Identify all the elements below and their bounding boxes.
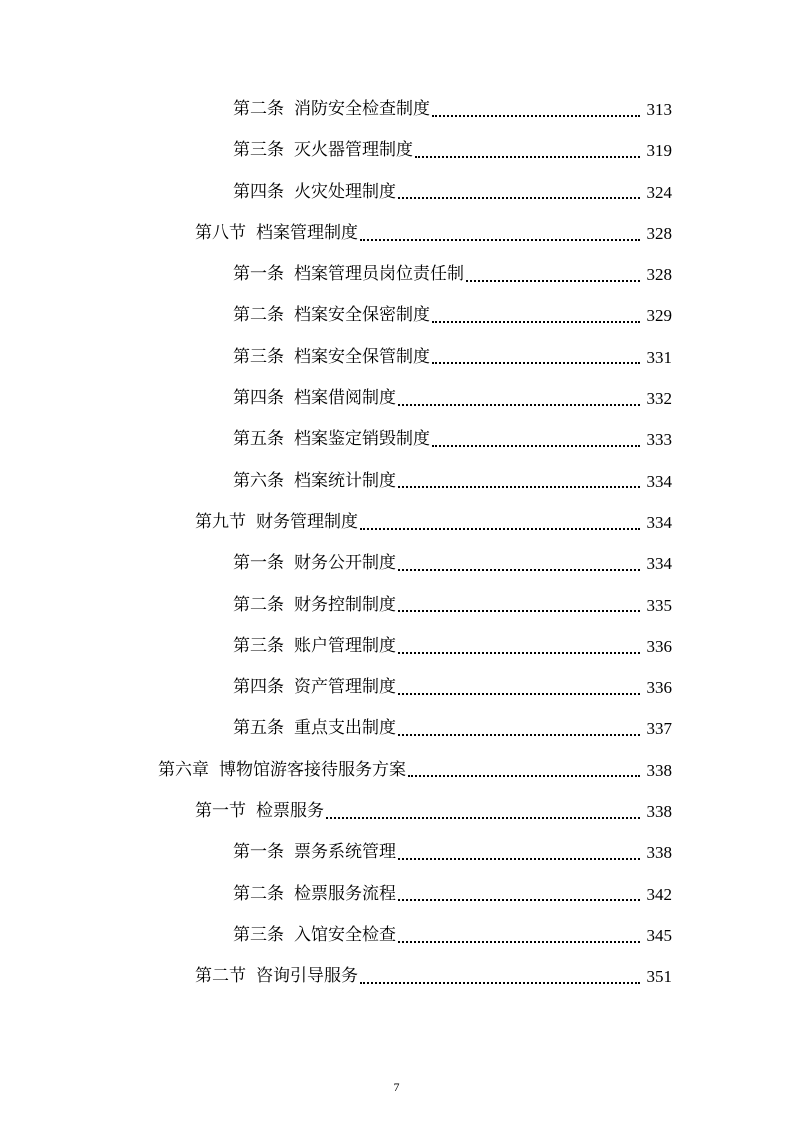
toc-dot-leader: [466, 280, 640, 282]
toc-entry[interactable]: [0, 832, 793, 873]
table-of-contents: [0, 89, 793, 998]
toc-entry[interactable]: [0, 667, 793, 708]
toc-entry-label: 第八节: [195, 222, 246, 243]
toc-entry-title: 档案管理制度: [256, 222, 358, 243]
toc-dot-leader: [398, 941, 640, 943]
toc-dot-leader: [326, 817, 640, 819]
toc-entry-label: 第一条: [233, 553, 284, 574]
toc-entry[interactable]: [0, 585, 793, 626]
toc-entry-page: 329: [646, 306, 672, 326]
toc-entry[interactable]: [0, 915, 793, 956]
toc-entry[interactable]: [0, 130, 793, 171]
page-number: 7: [393, 1080, 400, 1094]
toc-entry-page: 333: [646, 430, 672, 450]
toc-entry-page: 331: [646, 347, 672, 367]
toc-entry-label: 第五条: [233, 429, 284, 450]
toc-entry-title: 资产管理制度: [294, 677, 396, 698]
toc-entry-label: 第四条: [233, 181, 284, 202]
toc-dot-leader: [408, 775, 640, 777]
toc-entry[interactable]: [0, 254, 793, 295]
toc-entry-title: 检票服务: [256, 801, 324, 822]
toc-entry-page: 338: [646, 843, 672, 863]
toc-entry-title: 财务管理制度: [256, 511, 358, 532]
toc-entry-page: 345: [646, 925, 672, 945]
toc-entry-label: 第一条: [233, 264, 284, 285]
toc-entry[interactable]: [0, 708, 793, 749]
toc-entry-page: 328: [646, 223, 672, 243]
toc-entry[interactable]: [0, 502, 793, 543]
toc-entry-title: 火灾处理制度: [294, 181, 396, 202]
toc-entry[interactable]: [0, 750, 793, 791]
toc-entry-label: 第二条: [233, 99, 284, 119]
toc-entry-label: 第四条: [233, 677, 284, 698]
toc-dot-leader: [398, 610, 640, 612]
toc-dot-leader: [398, 404, 640, 406]
toc-entry-label: 第五条: [233, 718, 284, 739]
toc-entry-page: 337: [646, 719, 672, 739]
toc-entry-label: 第三条: [233, 140, 284, 161]
toc-entry-label: 第六条: [233, 470, 284, 491]
toc-entry-label: 第九节: [195, 511, 246, 532]
toc-entry[interactable]: [0, 791, 793, 832]
toc-entry[interactable]: [0, 419, 793, 460]
toc-entry-title: 博物馆游客接待服务方案: [219, 759, 406, 780]
toc-entry[interactable]: [0, 337, 793, 378]
toc-entry-page: 332: [646, 389, 672, 409]
toc-dot-leader: [432, 362, 640, 364]
toc-entry-title: 档案鉴定销毁制度: [294, 429, 430, 450]
toc-entry[interactable]: [0, 461, 793, 502]
toc-entry[interactable]: [0, 626, 793, 667]
toc-entry-title: 票务系统管理: [294, 842, 396, 863]
toc-entry[interactable]: [0, 956, 793, 997]
toc-entry[interactable]: [0, 89, 793, 130]
toc-entry-title: 档案管理员岗位责任制: [294, 264, 464, 285]
toc-dot-leader: [360, 528, 640, 530]
toc-entry-page: 336: [646, 678, 672, 698]
toc-dot-leader: [360, 239, 640, 241]
toc-entry-title: 档案安全保密制度: [294, 305, 430, 326]
toc-entry-title: 档案安全保管制度: [294, 346, 430, 367]
toc-dot-leader: [398, 734, 640, 736]
toc-entry-title: 财务控制制度: [294, 594, 396, 615]
toc-dot-leader: [398, 858, 640, 860]
toc-entry[interactable]: [0, 213, 793, 254]
toc-dot-leader: [398, 197, 640, 199]
toc-entry-label: 第四条: [233, 388, 284, 409]
toc-entry-label: 第三条: [233, 924, 284, 945]
toc-dot-leader: [398, 486, 640, 488]
toc-entry-page: 336: [646, 636, 672, 656]
toc-entry-label: 第二条: [233, 883, 284, 904]
toc-entry-title: 财务公开制度: [294, 553, 396, 574]
toc-dot-leader: [360, 982, 640, 984]
toc-entry[interactable]: [0, 543, 793, 584]
toc-dot-leader: [398, 652, 640, 654]
toc-entry-page: 338: [646, 760, 672, 780]
toc-entry[interactable]: [0, 295, 793, 336]
toc-entry-page: 335: [646, 595, 672, 615]
toc-entry-label: 第一条: [233, 842, 284, 863]
toc-entry-page: 342: [646, 884, 672, 904]
toc-entry-label: 第二条: [233, 594, 284, 615]
toc-entry-page: 313: [646, 100, 672, 119]
toc-entry-title: 重点支出制度: [294, 718, 396, 739]
toc-entry-page: 319: [646, 141, 672, 161]
toc-entry-page: 334: [646, 471, 672, 491]
toc-entry-title: 档案统计制度: [294, 470, 396, 491]
toc-entry-label: 第三条: [233, 346, 284, 367]
toc-entry-page: 328: [646, 265, 672, 285]
toc-entry-title: 账户管理制度: [294, 635, 396, 656]
toc-entry-label: 第一节: [195, 801, 246, 822]
toc-dot-leader: [398, 569, 640, 571]
toc-entry-label: 第二条: [233, 305, 284, 326]
toc-entry-title: 入馆安全检查: [294, 924, 396, 945]
toc-entry-label: 第三条: [233, 635, 284, 656]
toc-dot-leader: [432, 115, 640, 117]
toc-dot-leader: [398, 693, 640, 695]
toc-entry[interactable]: [0, 874, 793, 915]
toc-entry-page: 324: [646, 182, 672, 202]
toc-entry-page: 334: [646, 554, 672, 574]
toc-entry-page: 338: [646, 802, 672, 822]
toc-entry-title: 咨询引导服务: [256, 966, 358, 987]
toc-entry[interactable]: [0, 172, 793, 213]
toc-dot-leader: [432, 445, 640, 447]
toc-entry-label: 第六章: [158, 759, 209, 780]
toc-dot-leader: [415, 156, 640, 158]
toc-entry-title: 档案借阅制度: [294, 388, 396, 409]
toc-dot-leader: [398, 899, 640, 901]
toc-entry[interactable]: [0, 378, 793, 419]
toc-entry-page: 334: [646, 512, 672, 532]
toc-dot-leader: [432, 321, 640, 323]
toc-entry-title: 消防安全检查制度: [294, 99, 430, 119]
toc-entry-label: 第二节: [195, 966, 246, 987]
toc-entry-title: 灭火器管理制度: [294, 140, 413, 161]
toc-entry-page: 351: [646, 967, 672, 987]
toc-entry-title: 检票服务流程: [294, 883, 396, 904]
